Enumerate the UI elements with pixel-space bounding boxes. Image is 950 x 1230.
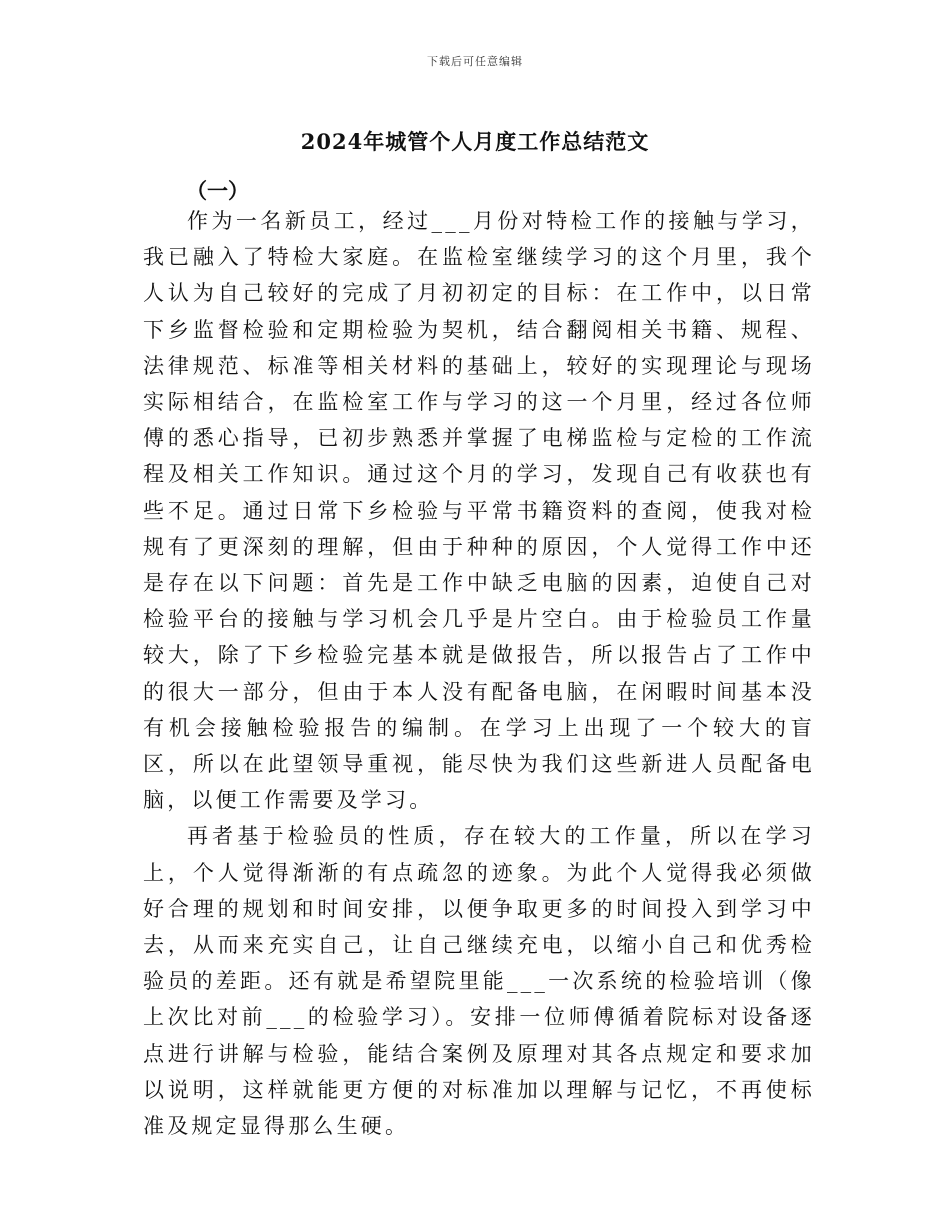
paragraph: 作为一名新员工，经过___月份对特检工作的接触与学习，我已融入了特检大家庭。在监检室继续学习的这个月里，我个人认为自己较好的完成了月初初定的目标：在工作中，以日常下乡监督检验和定期检验为契机，结合翻阅相关书籍、规程、法律规范、标准等相关材料的基础上，较好的实现理论与现场实际相结合，在监检室工作与学习的这一个月里，经过各位师傅的悉心指导，已初步熟悉并掌握了电梯监检与定检的工作流程及相关工作知识。通过这个月的学习，发现自己有收获也有些不足。通过日常下乡检验与平常书籍资料的查阅，使我对检规有了更深刻的理解，但由于种种的原因，个人觉得工作中还是存在以下问题：首先是工作中缺乏电脑的因素，迫使自己对检验平台的接触与学习机会几乎是片空白。由于检验员工作量较大，除了下乡检验完基本就是做报告，所以报告占了工作中的很大一部分，但由于本人没有配备电脑，在闲暇时间基本没有机会接触检验报告的编制。在学习上出现了一个较大的盲区，所以在此望领导重视，能尽快为我们这些新进人员配备电脑，以便工作需要及学习。 <box>143 209 815 813</box>
section-label: （一） <box>186 178 249 203</box>
paragraph: 再者基于检验员的性质，存在较大的工作量，所以在学习上，个人觉得渐渐的有点疏忽的迹象。为此个人觉得我必须做好合理的规划和时间安排，以便争取更多的时间投入到学习中去，从而来充实自己，让自己继续充电，以缩小自己和优秀检验员的差距。还有就是希望院里能___一次系统的检验培训（像上次比对前___的检验学习）。安排一位师傅循着院标对设备逐点进行讲解与检验，能结合案例及原理对其各点规定和要求加以说明，这样就能更方便的对标准加以理解与记忆，不再使标准及规定显得那么生硬。 <box>143 824 815 1139</box>
document-title: 2024年城管个人月度工作总结范文 <box>300 129 650 154</box>
document-body <box>143 203 815 1144</box>
header-note: 下载后可任意编辑 <box>427 55 523 68</box>
